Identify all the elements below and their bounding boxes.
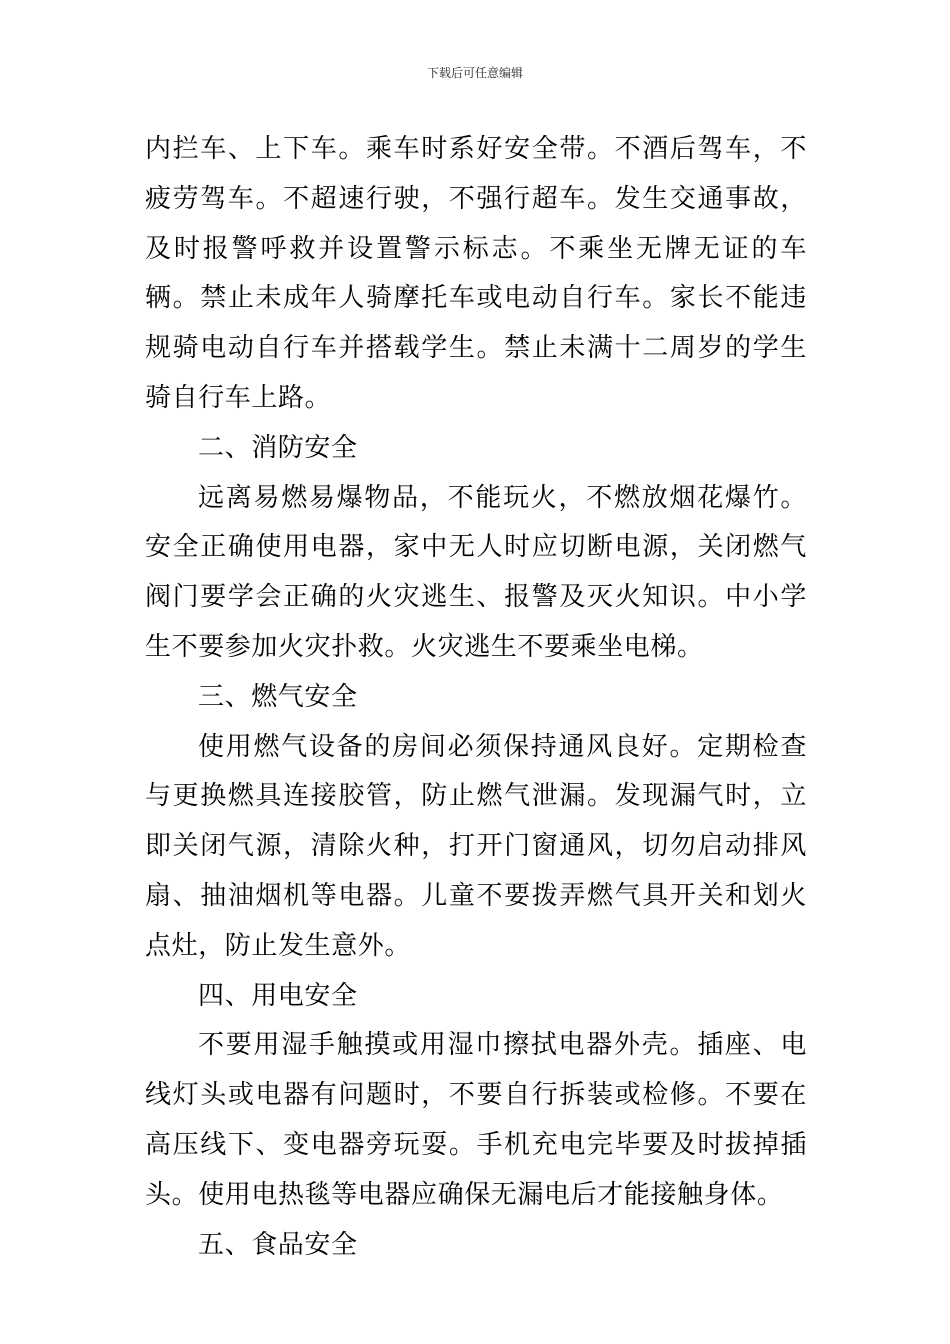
section-heading-food-safety: 五、食品安全 <box>198 1229 358 1260</box>
paragraph-electric-safety: 不要用湿手触摸或用湿巾擦拭电器外壳。插座、电线灯头或电器有问题时，不要自行拆装或检修。不要在高压线下、变电器旁玩耍。手机充电完毕要及时拔掉插头。使用电热毯等电器应确保无漏电后才能接触身体。 <box>145 1030 807 1210</box>
section-heading-fire-safety: 二、消防安全 <box>198 432 358 463</box>
section-heading-gas-safety: 三、燃气安全 <box>198 681 358 712</box>
section-heading-electric-safety: 四、用电安全 <box>198 980 358 1011</box>
paragraph-gas-safety: 使用燃气设备的房间必须保持通风良好。定期检查与更换燃具连接胶管，防止燃气泄漏。发现漏气时，立即关闭气源，清除火种，打开门窗通风，切勿启动排风扇、抽油烟机等电器。儿童不要拨弄燃气具开关和划火点灶，防止发生意外。 <box>145 731 807 961</box>
document-body <box>145 125 807 1270</box>
paragraph-traffic-safety: 内拦车、上下车。乘车时系好安全带。不酒后驾车，不疲劳驾车。不超速行驶，不强行超车。发生交通事故，及时报警呼救并设置警示标志。不乘坐无牌无证的车辆。禁止未成年人骑摩托车或电动自行车。家长不能违规骑电动自行车并搭载学生。禁止未满十二周岁的学生骑自行车上路。 <box>145 134 807 413</box>
paragraph-fire-safety: 远离易燃易爆物品，不能玩火，不燃放烟花爆竹。安全正确使用电器，家中无人时应切断电源，关闭燃气阀门要学会正确的火灾逃生、报警及灭火知识。中小学生不要参加火灾扑救。火灾逃生不要乘坐电梯。 <box>145 482 807 662</box>
page-header: 下载后可任意编辑 <box>426 66 523 80</box>
